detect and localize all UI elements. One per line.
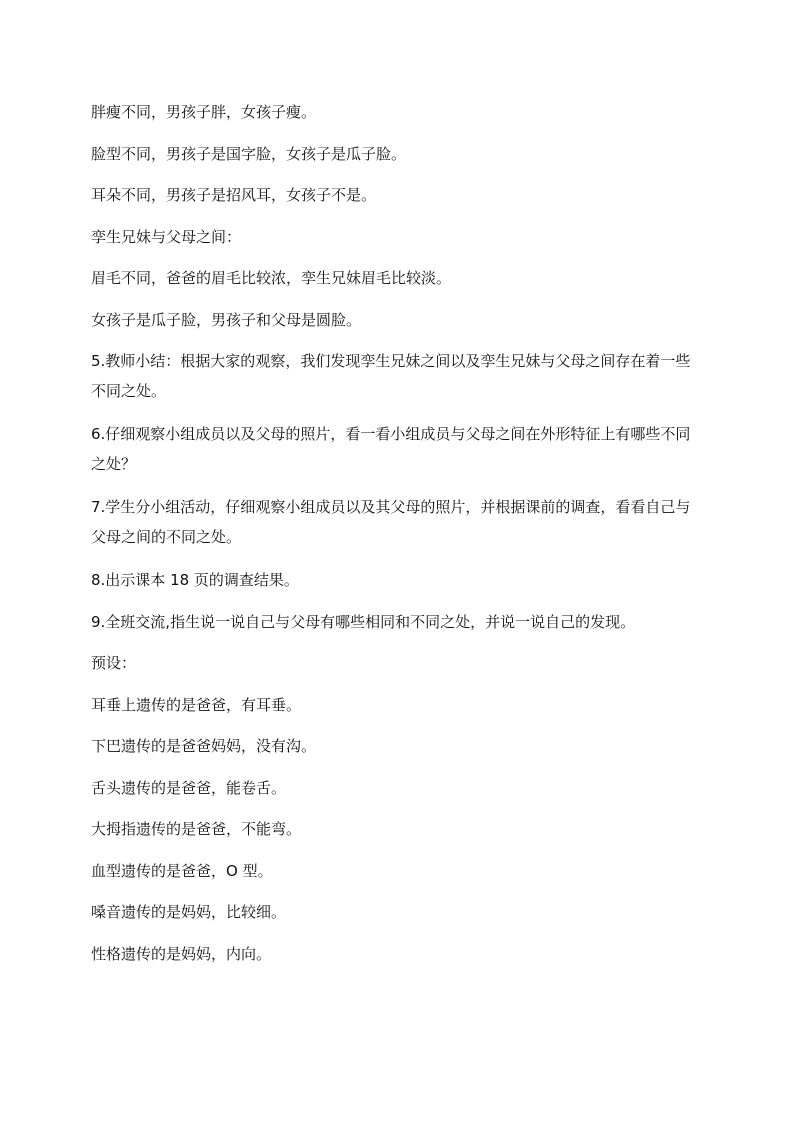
- paragraph-2: 脸型不同，男孩子是国字脸，女孩子是瓜子脸。: [91, 144, 407, 163]
- paragraph-12: 预设：: [91, 654, 137, 672]
- paragraph-17: 血型遗传的是爸爸，O 型。: [91, 861, 273, 880]
- paragraph-11: 9.全班交流,指生说一说自己与父母有哪些相同和不同之处，并说一说自己的发现。: [91, 612, 636, 631]
- paragraph-1: 胖瘦不同，男孩子胖，女孩子瘦。: [91, 103, 317, 121]
- paragraph-18: 嗓音遗传的是妈妈，比较细。: [91, 903, 287, 921]
- paragraph-5: 眉毛不同，爸爸的眉毛比较浓，孪生兄妹眉毛比较淡。: [91, 269, 452, 287]
- paragraph-16: 大拇指遗传的是爸爸，不能弯。: [91, 820, 302, 838]
- paragraph-6: 女孩子是瓜子脸，男孩子和父母是圆脸。: [91, 310, 362, 329]
- paragraph-9: 7.学生分小组活动，仔细观察小组成员以及其父母的照片，并根据课前的调查，看看自己与父母之间的不同之处。: [91, 498, 691, 546]
- paragraph-7: 5.教师小结：根据大家的观察，我们发现孪生兄妹之间以及孪生兄妹与父母之间存在着一些不同之处。: [91, 352, 691, 400]
- paragraph-10: 8.出示课本 18 页的调查结果。: [91, 571, 299, 589]
- paragraph-4: 孪生兄妹与父母之间：: [91, 227, 242, 246]
- paragraph-8: 6.仔细观察小组成员以及父母的照片，看一看小组成员与父母之间在外形特征上有哪些不同之处？: [91, 425, 691, 473]
- paragraph-13: 耳垂上遗传的是爸爸，有耳垂。: [91, 695, 302, 714]
- paragraph-3: 耳朵不同，男孩子是招风耳，女孩子不是。: [91, 186, 377, 204]
- paragraph-19: 性格遗传的是妈妈，内向。: [91, 944, 272, 963]
- document-body: [91, 97, 703, 980]
- paragraph-14: 下巴遗传的是爸爸妈妈，没有沟。: [91, 737, 317, 755]
- paragraph-15: 舌头遗传的是爸爸，能卷舌。: [91, 778, 287, 797]
